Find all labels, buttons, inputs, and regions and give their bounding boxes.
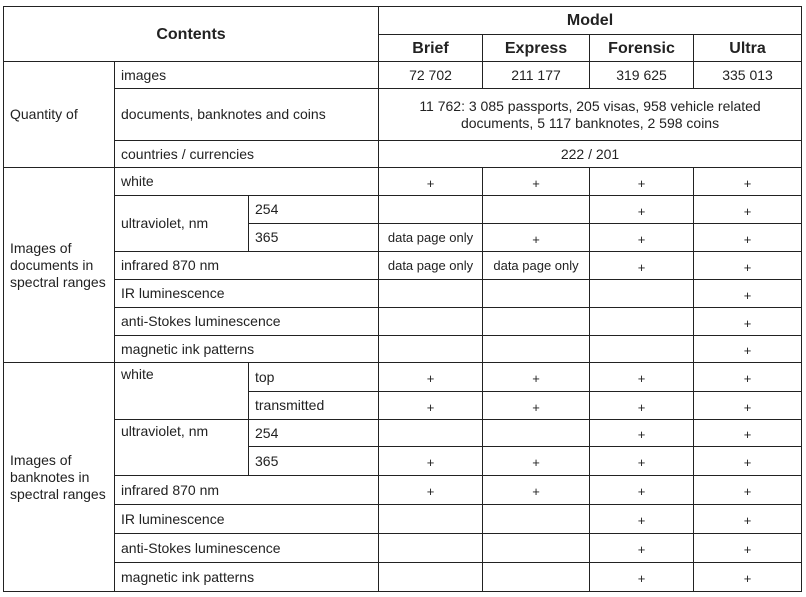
doc-asl-brief <box>379 308 483 336</box>
bn-ir-brief: + <box>379 476 483 505</box>
bn-mag-label: magnetic ink patterns <box>115 563 379 592</box>
doc-uv365-forensic: + <box>590 224 694 252</box>
images-express: 211 177 <box>483 62 590 89</box>
bn-uv365-label: 365 <box>249 447 379 476</box>
docs-label: documents, banknotes and coins <box>115 89 379 141</box>
doc-mag-express <box>483 336 590 363</box>
bn-uv365-brief: + <box>379 447 483 476</box>
bn-irl-label: IR luminescence <box>115 505 379 534</box>
bn-irl-ultra: + <box>694 505 802 534</box>
countries-value: 222 / 201 <box>379 141 802 168</box>
bn-irl-express <box>483 505 590 534</box>
model-header: Model <box>379 7 802 35</box>
countries-label: countries / currencies <box>115 141 379 168</box>
doc-irl-ultra: + <box>694 280 802 308</box>
doc-uv254-brief <box>379 196 483 224</box>
model-express: Express <box>483 35 590 62</box>
doc-uv365-ultra: + <box>694 224 802 252</box>
bn-asl-brief <box>379 534 483 563</box>
quantity-label: Quantity of <box>4 62 115 168</box>
doc-irl-express <box>483 280 590 308</box>
doc-white-brief: + <box>379 168 483 196</box>
bn-uv365-forensic: + <box>590 447 694 476</box>
bn-uv254-label: 254 <box>249 420 379 447</box>
doc-white-label: white <box>115 168 379 196</box>
bn-ir-express: + <box>483 476 590 505</box>
doc-uv254-forensic: + <box>590 196 694 224</box>
bn-asl-forensic: + <box>590 534 694 563</box>
comparison-table <box>3 6 802 592</box>
bn-asl-ultra: + <box>694 534 802 563</box>
bn-ir-forensic: + <box>590 476 694 505</box>
bn-irl-brief <box>379 505 483 534</box>
images-forensic: 319 625 <box>590 62 694 89</box>
doc-white-ultra: + <box>694 168 802 196</box>
images-brief: 72 702 <box>379 62 483 89</box>
bn-top-forensic: + <box>590 363 694 392</box>
contents-header: Contents <box>4 7 379 62</box>
bn-top-label: top <box>249 363 379 392</box>
banknotes-label: Images of banknotes in spectral ranges <box>4 363 115 592</box>
bn-transmitted-brief: + <box>379 392 483 420</box>
doc-asl-label: anti-Stokes luminescence <box>115 308 379 336</box>
doc-ir-label: infrared 870 nm <box>115 252 379 280</box>
model-forensic: Forensic <box>590 35 694 62</box>
bn-top-express: + <box>483 363 590 392</box>
bn-uv254-brief <box>379 420 483 447</box>
bn-mag-express <box>483 563 590 592</box>
bn-uv-label: ultraviolet, nm <box>115 420 249 476</box>
bn-white-label: white <box>115 363 249 420</box>
doc-irl-brief <box>379 280 483 308</box>
bn-top-ultra: + <box>694 363 802 392</box>
bn-top-brief: + <box>379 363 483 392</box>
doc-asl-ultra: + <box>694 308 802 336</box>
doc-white-forensic: + <box>590 168 694 196</box>
doc-mag-brief <box>379 336 483 363</box>
bn-transmitted-forensic: + <box>590 392 694 420</box>
bn-mag-ultra: + <box>694 563 802 592</box>
images-label: images <box>115 62 379 89</box>
doc-ir-brief: data page only <box>379 252 483 280</box>
doc-mag-forensic <box>590 336 694 363</box>
docs-value: 11 762: 3 085 passports, 205 visas, 958 vehicle related documents, 5 117 banknotes, 2 598 coins <box>379 89 802 141</box>
bn-ir-ultra: + <box>694 476 802 505</box>
doc-uv365-brief: data page only <box>379 224 483 252</box>
doc-uv254-express <box>483 196 590 224</box>
bn-transmitted-express: + <box>483 392 590 420</box>
doc-irl-label: IR luminescence <box>115 280 379 308</box>
images-ultra: 335 013 <box>694 62 802 89</box>
bn-transmitted-ultra: + <box>694 392 802 420</box>
doc-ir-ultra: + <box>694 252 802 280</box>
model-brief: Brief <box>379 35 483 62</box>
bn-asl-express <box>483 534 590 563</box>
bn-mag-brief <box>379 563 483 592</box>
doc-white-express: + <box>483 168 590 196</box>
doc-uv365-express: + <box>483 224 590 252</box>
doc-uv-label: ultraviolet, nm <box>115 196 249 252</box>
bn-uv254-ultra: + <box>694 420 802 447</box>
doc-ir-express: data page only <box>483 252 590 280</box>
doc-mag-label: magnetic ink patterns <box>115 336 379 363</box>
doc-uv254-ultra: + <box>694 196 802 224</box>
bn-irl-forensic: + <box>590 505 694 534</box>
bn-uv365-express: + <box>483 447 590 476</box>
doc-uv254-label: 254 <box>249 196 379 224</box>
bn-mag-forensic: + <box>590 563 694 592</box>
bn-uv254-forensic: + <box>590 420 694 447</box>
bn-transmitted-label: transmitted <box>249 392 379 420</box>
bn-asl-label: anti-Stokes luminescence <box>115 534 379 563</box>
doc-uv365-label: 365 <box>249 224 379 252</box>
doc-asl-forensic <box>590 308 694 336</box>
model-ultra: Ultra <box>694 35 802 62</box>
doc-mag-ultra: + <box>694 336 802 363</box>
doc-ir-forensic: + <box>590 252 694 280</box>
bn-uv254-express <box>483 420 590 447</box>
bn-uv365-ultra: + <box>694 447 802 476</box>
documents-label: Images of documents in spectral ranges <box>4 168 115 363</box>
doc-asl-express <box>483 308 590 336</box>
doc-irl-forensic <box>590 280 694 308</box>
bn-ir-label: infrared 870 nm <box>115 476 379 505</box>
